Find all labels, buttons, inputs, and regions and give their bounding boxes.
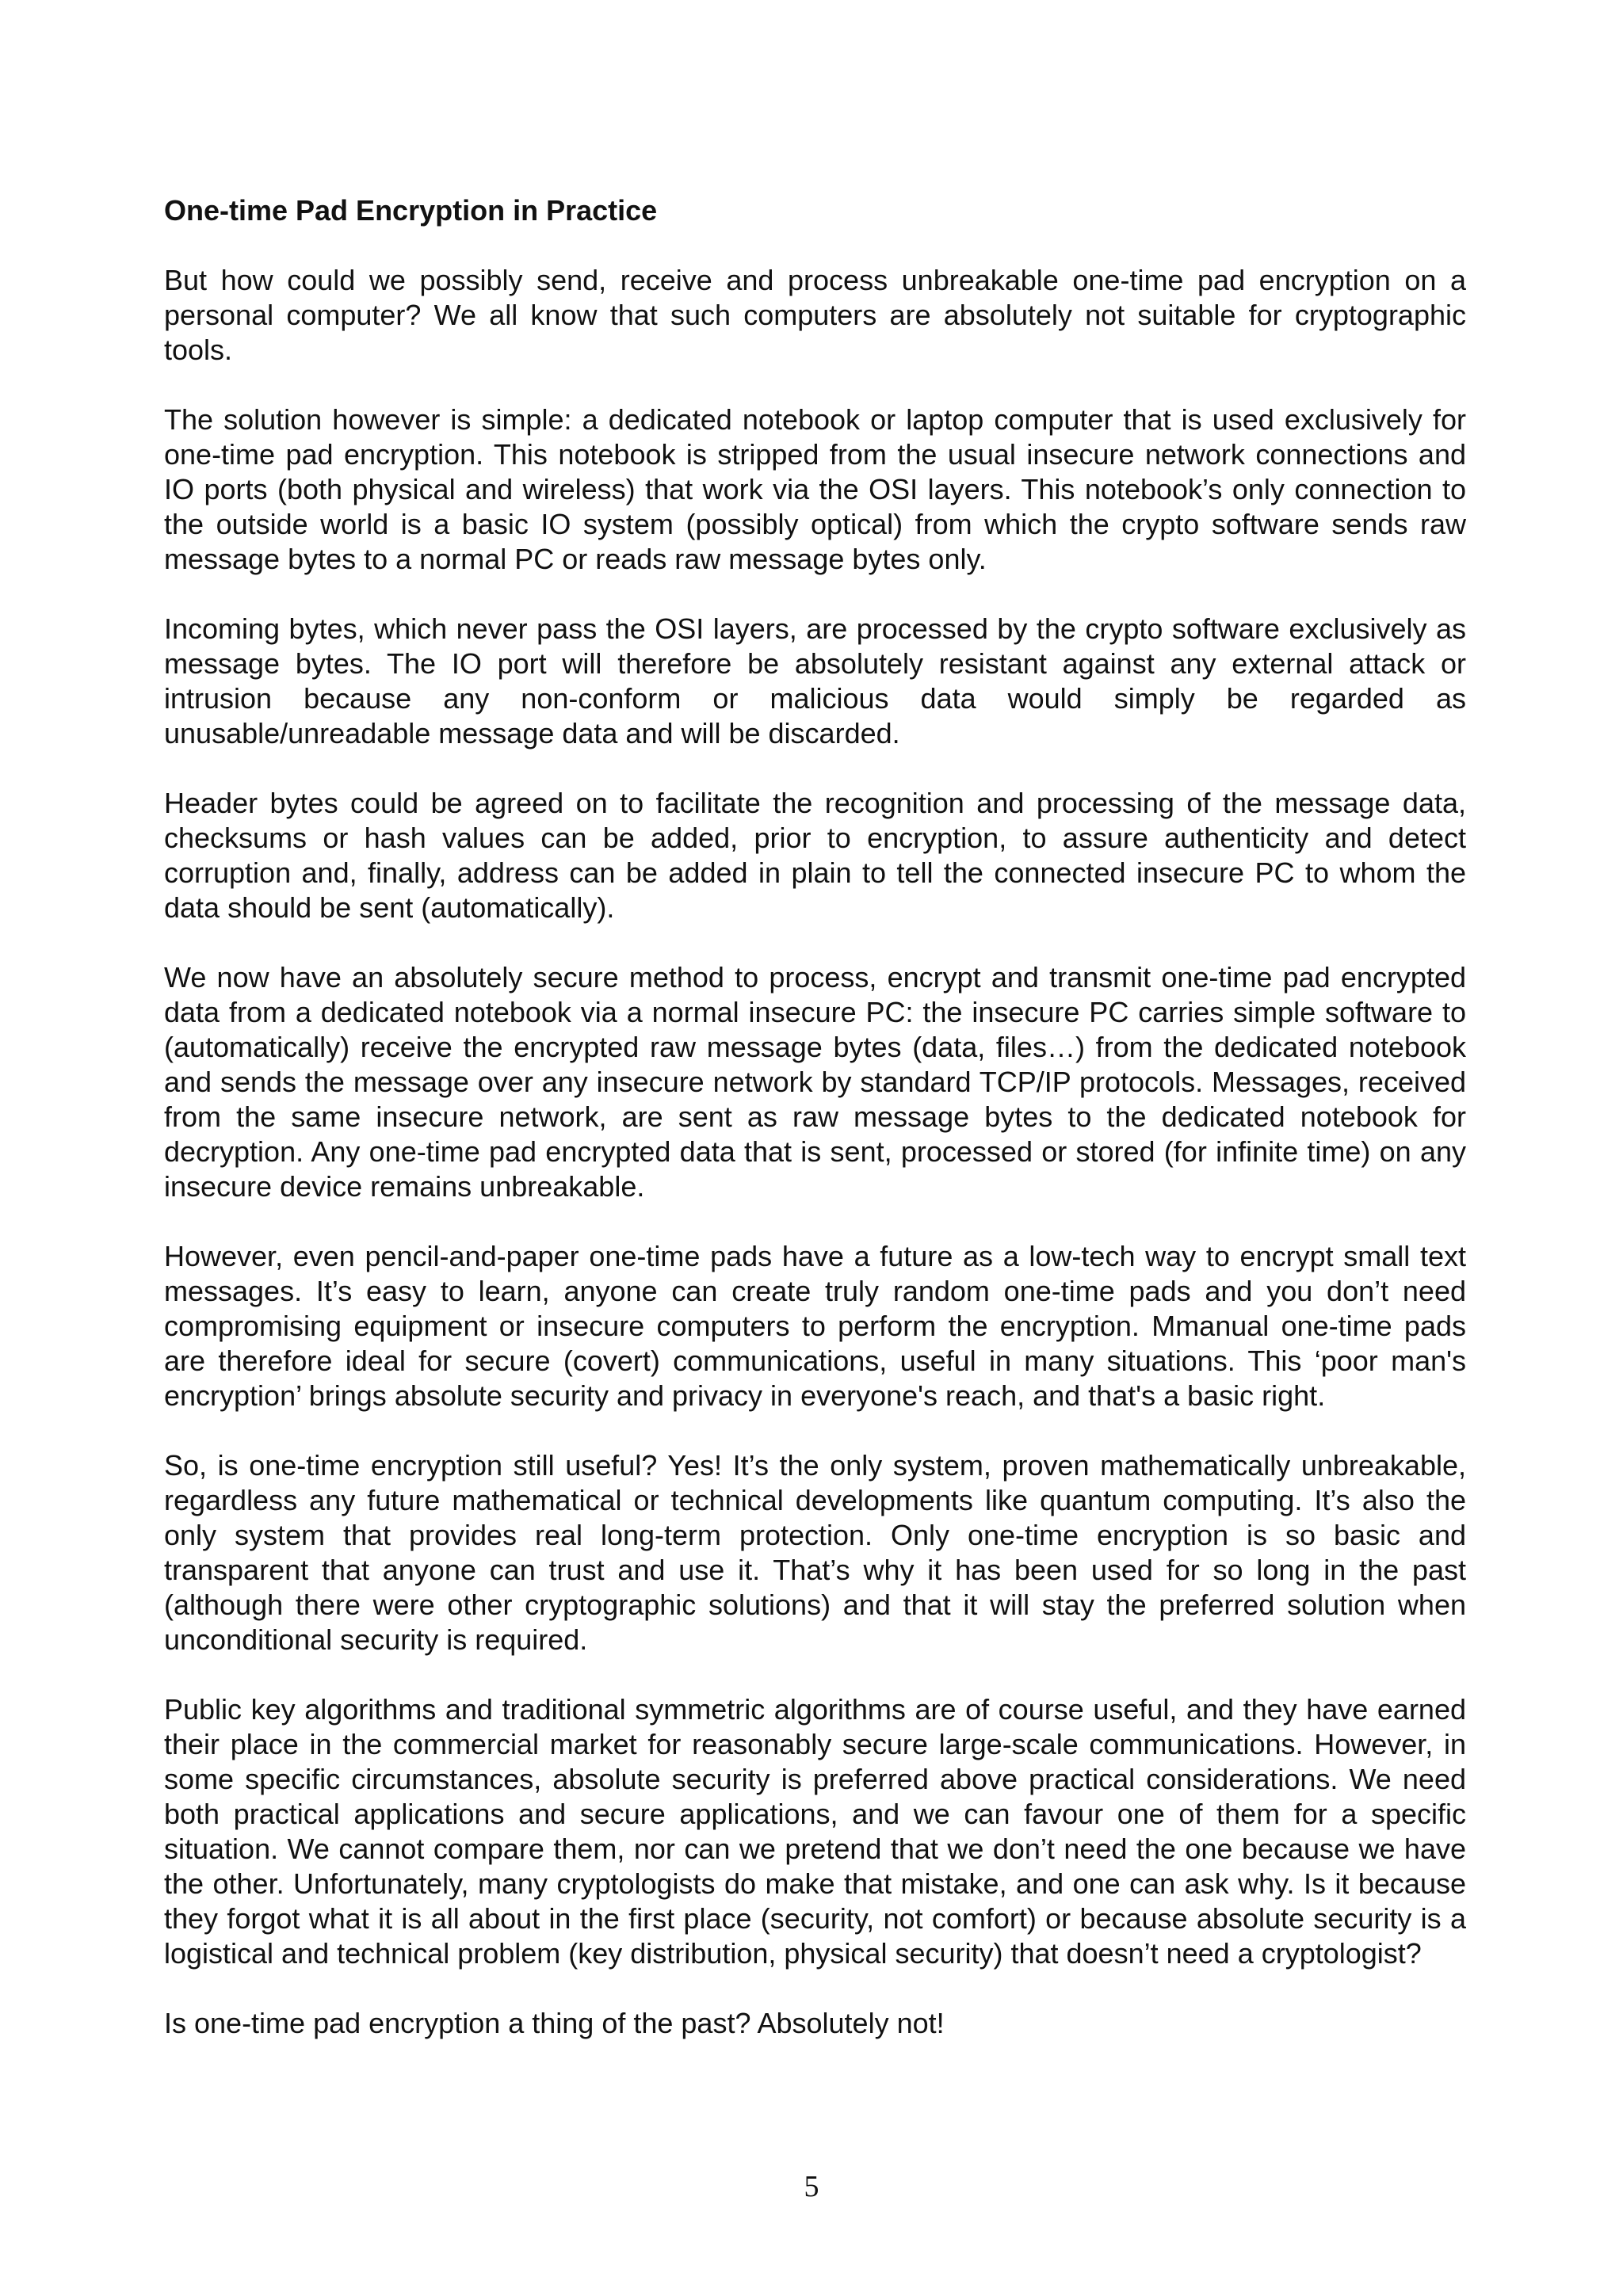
paragraph-6: However, even pencil-and-paper one-time pads have a future as a low-tech way to encrypt small text messages. It’s easy to learn, anyone can create truly random one-time pads and you don’t need compromising equipment or insecure computers to perform the encryption. Mmanual one-time pads are therefore ideal for secure (covert) communications, useful in many situations. This ‘poor man's encryption’ brings absolute security and privacy in everyone's reach, and that's a basic right. <box>164 1240 1466 1412</box>
page-number: 5 <box>804 2170 819 2203</box>
paragraph-5: We now have an absolutely secure method to process, encrypt and transmit one-time pad encrypted data from a dedicated notebook via a normal insecure PC: the insecure PC carries simple software to (automatically) receive the encrypted raw message bytes (data, files…) from the dedicated notebook and sends the message over any insecure network by standard TCP/IP protocols. Messages, received from the same insecure network, are sent as raw message bytes to the dedicated notebook for decryption. Any one-time pad encrypted data that is sent, processed or stored (for infinite time) on any insecure device remains unbreakable. <box>164 961 1466 1203</box>
paragraph-2: The solution however is simple: a dedicated notebook or laptop computer that is used exclusively for one-time pad encryption. This notebook is stripped from the usual insecure network connections and IO ports (both physical and wireless) that work via the OSI layers. This notebook’s only connection to the outside world is a basic IO system (possibly optical) from which the crypto software sends raw message bytes to a normal PC or reads raw message bytes only. <box>164 403 1466 575</box>
page-body <box>164 193 1466 2041</box>
section-heading: One-time Pad Encryption in Practice <box>164 194 658 227</box>
paragraph-1: But how could we possibly send, receive and process unbreakable one-time pad encryption on a personal computer? We all know that such computers are absolutely not suitable for cryptographic tools. <box>164 264 1466 366</box>
paragraph-7: So, is one-time encryption still useful? Yes! It’s the only system, proven mathematically unbreakable, regardless any future mathematical or technical developments like quantum computing. It’s also the only system that provides real long-term protection. Only one-time encryption is so basic and transparent that anyone can trust and use it. That’s why it has been used for so long in the past (although there were other cryptographic solutions) and that it will stay the preferred solution when unconditional security is required. <box>164 1449 1466 1656</box>
paragraph-9: Is one-time pad encryption a thing of the past? Absolutely not! <box>164 2007 945 2039</box>
paragraph-4: Header bytes could be agreed on to facilitate the recognition and processing of the message data, checksums or hash values can be added, prior to encryption, to assure authenticity and detect corruption and, finally, address can be added in plain to tell the connected insecure PC to whom the data should be sent (automatically). <box>164 787 1466 924</box>
paragraph-8: Public key algorithms and traditional symmetric algorithms are of course useful, and they have earned their place in the commercial market for reasonably secure large-scale communications. However, in some specific circumstances, absolute security is preferred above practical considerations. We need both practical applications and secure applications, and we can favour one of them for a specific situation. We cannot compare them, nor can we pretend that we don’t need the one because we have the other. Unfortunately, many cryptologists do make that mistake, and one can ask why. Is it because they forgot what it is all about in the first place (security, not comfort) or because absolute security is a logistical and technical problem (key distribution, physical security) that doesn’t need a cryptologist? <box>164 1693 1466 1970</box>
paragraph-3: Incoming bytes, which never pass the OSI layers, are processed by the crypto software exclusively as message bytes. The IO port will therefore be absolutely resistant against any external attack or intrusion because any non-conform or malicious data would simply be regarded as unusable/unreadable message data and will be discarded. <box>164 612 1466 749</box>
